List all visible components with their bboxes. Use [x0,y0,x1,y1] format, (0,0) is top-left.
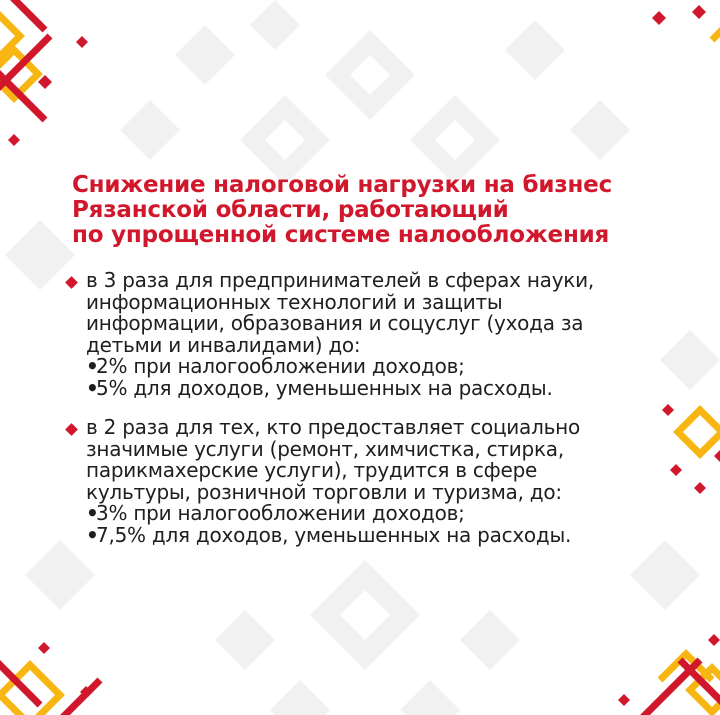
text-line: значимые услуги (ремонт, химчистка, стирка, [86,436,564,461]
text-line: детьми и инвалидами) до: [86,332,361,357]
bullet-dot-icon: • [86,375,99,400]
benefit-item [64,417,704,546]
text-line: в 2 раза для тех, кто предоставляет социально [86,415,580,439]
text-line: парикмахерские услуги), трудится в сфере [86,458,538,482]
sub-list-item [86,503,704,525]
title-line: Рязанской области, работающий [72,197,509,223]
benefit-item [64,270,704,399]
title-line: по упрощенной системе налообложения [72,222,610,248]
page-title [72,173,702,248]
sub-list-item [86,356,704,378]
sub-list-item-text: 7,5% для доходов, уменьшенных на расходы. [96,522,572,547]
red-diamond-bullet-icon [65,423,78,436]
sub-list-item-text: 3% при налогообложении доходов; [96,501,465,525]
text-line: информации, образования и соцуслуг (ухода за [86,311,584,335]
sub-list-item-text: 5% для доходов, уменьшенных на расходы. [96,375,553,400]
benefit-text [86,417,704,546]
red-diamond-bullet-icon [65,276,78,289]
text-line: культуры, розничной торговли и туризма, до: [86,479,562,504]
sub-list-item [86,375,704,400]
text-line: в 3 раза для предпринимателей в сферах науки, [86,268,594,292]
bullet-dot-icon: • [86,522,99,547]
bullet-dot-icon: • [86,501,99,525]
benefit-text [86,270,704,399]
text-line: информационных технологий и защиты [86,289,503,314]
bullet-dot-icon: • [86,354,99,378]
sub-list-item [86,522,704,547]
sub-list-item-text: 2% при налогообложении доходов; [96,354,465,378]
title-line: Снижение налоговой нагрузки на бизнес [72,172,613,198]
